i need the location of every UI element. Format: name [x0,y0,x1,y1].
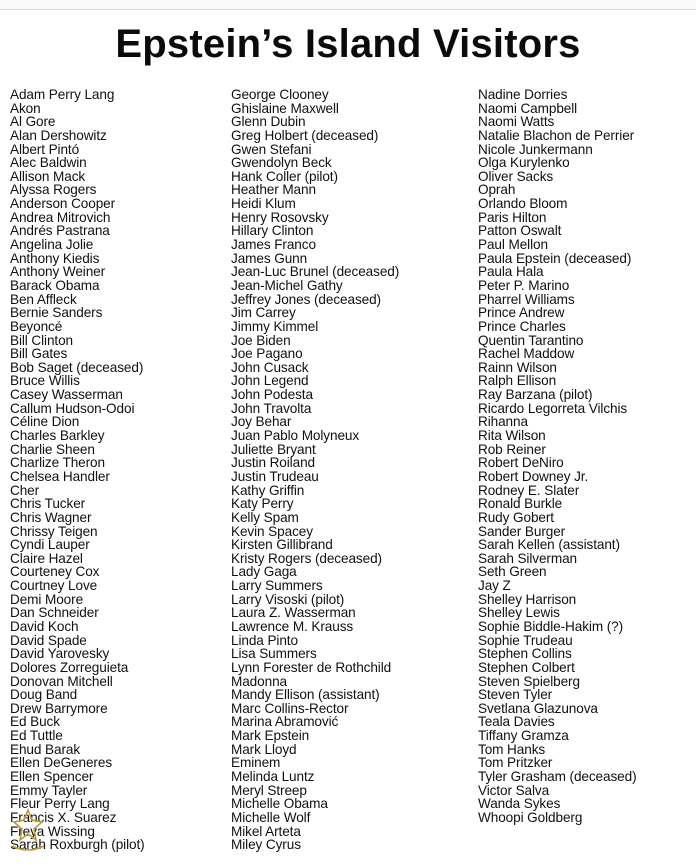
list-item: Courtney Love [10,578,98,594]
list-item: Kirsten Gillibrand [231,537,333,553]
list-item: Ghislaine Maxwell [231,100,339,116]
list-item: Madonna [231,673,287,689]
top-border [0,0,696,10]
list-item: Andrea Mitrovich [10,209,111,225]
list-item: Emmy Tayler [10,782,88,798]
list-item: Larry Visoski (pilot) [231,591,345,607]
list-item: Shelley Lewis [478,605,560,621]
list-item: Dan Schneider [10,605,99,621]
list-item: Sarah Kellen (assistant) [478,537,620,553]
list-item: Anthony Weiner [10,264,106,280]
list-item: Lady Gaga [231,564,297,580]
list-item: John Cusack [231,359,309,375]
list-item: Joe Pagano [231,346,303,362]
watermark-logo [6,806,50,858]
list-item: Mark Lloyd [231,741,297,757]
list-item: Sarah Roxburgh (pilot) [10,837,145,853]
list-item: Charlie Sheen [10,441,95,457]
list-item: Chelsea Handler [10,468,110,484]
list-item: Larry Summers [231,578,323,594]
list-item: Oprah [478,182,516,198]
list-item: Whoopi Goldberg [478,809,583,825]
list-item: Henry Rosovsky [231,209,329,225]
list-item: Michelle Wolf [231,809,311,825]
list-item: Quentin Tarantino [478,332,584,348]
list-item: Bill Gates [10,346,68,362]
list-item: Tom Hanks [478,741,546,757]
list-item: Sophie Trudeau [478,632,573,648]
list-item: Stephen Collins [478,646,572,662]
list-item: Charles Barkley [10,428,105,444]
list-item: Ronald Burkle [478,496,563,512]
list-item: Gwen Stefani [231,141,312,157]
list-item: Rachel Maddow [478,346,575,362]
list-item: Hillary Clinton [231,223,314,239]
page-title: Epstein’s Island Visitors [115,22,581,66]
list-item: Paula Hala [478,264,544,280]
list-item: Rihanna [478,414,528,430]
list-item: Ralph Ellison [478,373,557,389]
name-column-1 [10,88,145,852]
list-item: Marina Abramović [231,714,339,730]
list-item: Ed Tuttle [10,728,63,744]
list-item: Seth Green [478,564,547,580]
list-item: Charlize Theron [10,455,105,471]
list-item: Ray Barzana (pilot) [478,387,593,403]
list-item: Akon [10,100,41,116]
list-item: Bob Saget (deceased) [10,359,144,375]
list-item: Juan Pablo Molyneux [231,428,360,444]
list-item: Jeffrey Jones (deceased) [231,291,381,307]
list-item: Laura Z. Wasserman [231,605,356,621]
list-item: Juliette Bryant [231,441,316,457]
list-item: Rob Reiner [478,441,546,457]
list-item: Allison Mack [10,168,86,184]
list-item: Heather Mann [231,182,316,198]
list-item: Hank Coller (pilot) [231,168,338,184]
list-item: Nadine Dorries [478,87,568,102]
list-item: Bill Clinton [10,332,74,348]
list-item: Cher [10,482,40,498]
list-item: Ben Affleck [10,291,77,307]
list-item: Kristy Rogers (deceased) [231,550,382,566]
list-item: Tyler Grasham (deceased) [478,769,637,785]
list-item: Drew Barrymore [10,700,108,716]
list-item: Ehud Barak [10,741,81,757]
list-item: Paula Epstein (deceased) [478,250,632,266]
list-item: Rudy Gobert [478,509,554,525]
list-item: Stephen Colbert [478,659,575,675]
list-item: Oliver Sacks [478,168,554,184]
list-item: Courteney Cox [10,564,100,580]
list-item: Donovan Mitchell [10,673,113,689]
list-item: Casey Wasserman [10,387,123,403]
list-item: Patton Oswalt [478,223,562,239]
list-item: Anderson Cooper [10,196,116,212]
list-item: Barack Obama [10,277,100,293]
list-item: Rita Wilson [478,428,546,444]
list-item: Paul Mellon [478,237,548,253]
list-item: Jay Z [478,578,511,594]
list-item: Robert DeNiro [478,455,564,471]
list-item: Mikel Arteta [231,823,301,839]
list-item: Mandy Ellison (assistant) [231,687,380,703]
list-item: Pharrel Williams [478,291,575,307]
list-item: Greg Holbert (deceased) [231,127,379,143]
list-item: John Travolta [231,400,312,416]
list-item: Lisa Summers [231,646,317,662]
list-item: Doug Band [10,687,78,703]
list-item: Sander Burger [478,523,566,539]
list-item: Rodney E. Slater [478,482,580,498]
list-item: Tiffany Gramza [478,728,569,744]
list-item: Naomi Campbell [478,100,578,116]
list-item: Gwendolyn Beck [231,155,332,171]
list-item: Rainn Wilson [478,359,557,375]
list-item: Kathy Griffin [231,482,305,498]
list-item: Lynn Forester de Rothchild [231,659,392,675]
list-item: Chris Tucker [10,496,86,512]
list-item: Cyndi Lauper [10,537,90,553]
list-item: Fleur Perry Lang [10,796,110,812]
list-item: Ricardo Legorreta Vilchis [478,400,628,416]
list-item: Prince Charles [478,318,566,334]
list-item: Chrissy Teigen [10,523,98,539]
list-item: John Legend [231,373,309,389]
list-item: Olga Kurylenko [478,155,570,171]
list-item: Paris Hilton [478,209,547,225]
list-item: Teala Davies [478,714,555,730]
list-item: Bruce Willis [10,373,80,389]
list-item: Al Gore [10,114,56,130]
list-item: Justin Trudeau [231,468,319,484]
list-item: Lawrence M. Krauss [231,618,354,634]
list-item: Justin Roiland [231,455,315,471]
list-item: Jean-Michel Gathy [231,277,343,293]
list-item: Joe Biden [231,332,291,348]
list-item: Prince Andrew [478,305,565,321]
list-item: James Franco [231,237,316,253]
list-item: Céline Dion [10,414,80,430]
list-item: Robert Downey Jr. [478,468,589,484]
list-item: Orlando Bloom [478,196,568,212]
list-item: Heidi Klum [231,196,296,212]
list-item: Melinda Luntz [231,769,315,785]
list-item: Sarah Silverman [478,550,577,566]
list-item: Ellen Spencer [10,769,94,785]
list-item: Adam Perry Lang [10,87,115,102]
list-item: Freya Wissing [10,823,95,839]
list-item: Miley Cyrus [231,837,301,853]
list-item: Alec Baldwin [10,155,87,171]
list-item: Meryl Streep [231,782,307,798]
list-item: Anthony Kiedis [10,250,100,266]
list-item: Albert Pintó [10,141,80,157]
name-column-3 [478,88,637,825]
list-item: Glenn Dubin [231,114,306,130]
list-item: Chris Wagner [10,509,92,525]
list-item: Francis X. Suarez [10,809,117,825]
list-item: James Gunn [231,250,308,266]
list-item: Joy Behar [231,414,292,430]
list-item: Nicole Junkermann [478,141,593,157]
list-item: Callum Hudson-Odoi [10,400,135,416]
list-item: Michelle Obama [231,796,328,812]
list-item: Ed Buck [10,714,60,730]
list-item: George Clooney [231,87,329,102]
list-item: Alyssa Rogers [10,182,97,198]
list-item: Marc Collins-Rector [231,700,349,716]
list-item: David Yarovesky [10,646,110,662]
list-item: Beyoncé [10,318,63,334]
list-item: Jean-Luc Brunel (deceased) [231,264,400,280]
list-item: Dolores Zorreguieta [10,659,129,675]
list-item: Mark Epstein [231,728,310,744]
list-item: Wanda Sykes [478,796,561,812]
list-item: Ellen DeGeneres [10,755,113,771]
list-item: Linda Pinto [231,632,298,648]
list-item: Peter P. Marino [478,277,570,293]
name-column-2 [231,88,399,852]
list-item: Jimmy Kimmel [231,318,319,334]
list-item: Svetlana Glazunova [478,700,598,716]
list-item: Kelly Spam [231,509,299,525]
list-item: Katy Perry [231,496,294,512]
list-item: Claire Hazel [10,550,83,566]
list-item: Eminem [231,755,281,771]
list-item: Shelley Harrison [478,591,577,607]
list-item: Bernie Sanders [10,305,103,321]
list-item: Victor Salva [478,782,550,798]
list-item: Natalie Blachon de Perrier [478,127,635,143]
list-item: David Koch [10,618,79,634]
list-item: Demi Moore [10,591,84,607]
list-item: David Spade [10,632,87,648]
list-item: Jim Carrey [231,305,296,321]
list-item: Steven Spielberg [478,673,580,689]
list-item: Tom Pritzker [478,755,553,771]
list-item: Sophie Biddle-Hakim (?) [478,618,624,634]
list-item: Alan Dershowitz [10,127,107,143]
list-item: John Podesta [231,387,313,403]
list-item: Kevin Spacey [231,523,313,539]
list-item: Andrés Pastrana [10,223,110,239]
list-item: Angelina Jolie [10,237,94,253]
list-item: Naomi Watts [478,114,555,130]
list-item: Steven Tyler [478,687,553,703]
